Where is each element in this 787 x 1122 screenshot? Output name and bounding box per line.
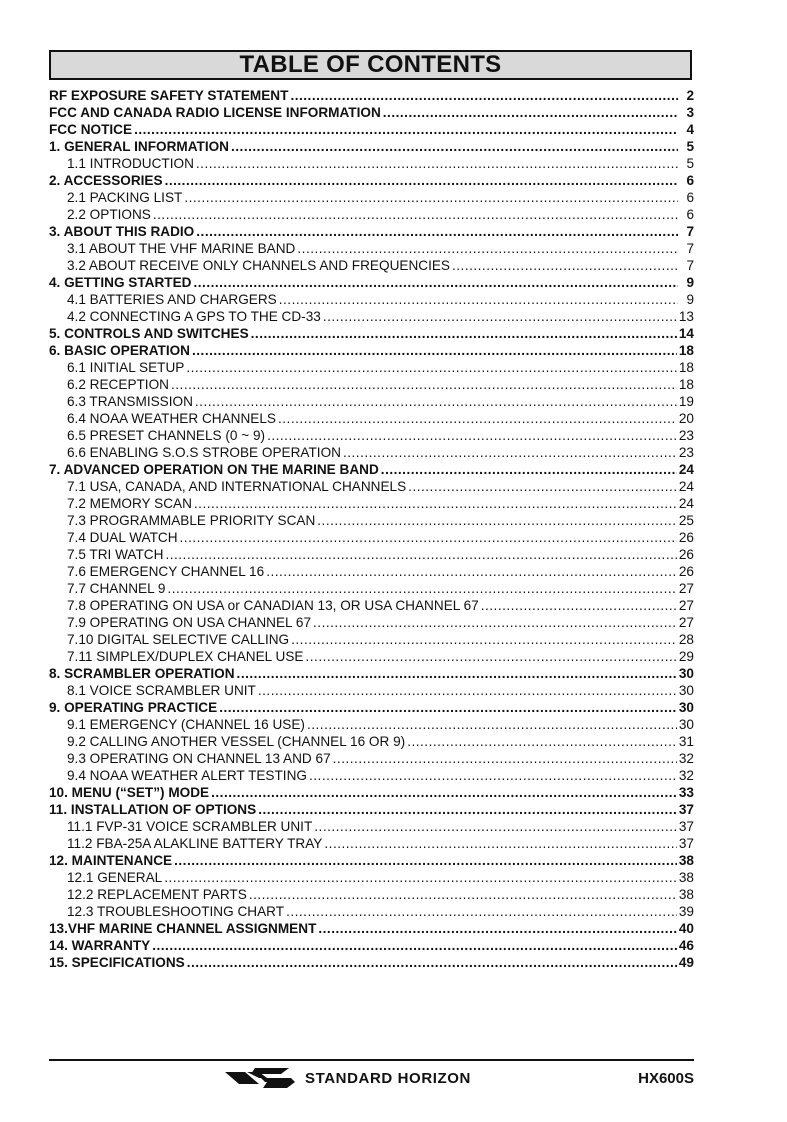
toc-entry-label: 2. ACCESSORIES — [49, 173, 163, 188]
toc-entry-label: 12.1 GENERAL — [67, 870, 163, 885]
toc-entry[interactable] — [49, 172, 694, 189]
toc-dot-leader — [164, 869, 677, 886]
toc-entry-page: 23 — [678, 445, 694, 460]
toc-dot-leader — [186, 359, 677, 376]
toc-entry-label: 7.8 OPERATING ON USA or CANADIAN 13, OR USA CHANNEL 67 — [67, 598, 479, 613]
toc-entry[interactable] — [49, 869, 694, 886]
toc-entry[interactable] — [49, 954, 694, 971]
toc-entry[interactable] — [49, 614, 694, 631]
toc-dot-leader — [408, 478, 677, 495]
toc-entry[interactable] — [49, 886, 694, 903]
toc-entry-page: 37 — [678, 819, 694, 834]
toc-entry-page: 7 — [686, 258, 694, 273]
toc-title-box — [49, 50, 692, 80]
toc-entry[interactable] — [49, 308, 694, 325]
toc-entry[interactable] — [49, 104, 694, 121]
toc-dot-leader — [309, 767, 677, 784]
toc-entry-label: 6.3 TRANSMISSION — [67, 394, 193, 409]
toc-entry-page: 24 — [678, 496, 694, 511]
toc-entry[interactable] — [49, 699, 694, 716]
model-number: HX600S — [638, 1070, 694, 1087]
toc-entry-page: 19 — [678, 394, 694, 409]
toc-dot-leader — [187, 954, 677, 971]
toc-dot-leader — [267, 427, 677, 444]
toc-dot-leader — [196, 155, 678, 172]
brand — [225, 1068, 471, 1088]
toc-entry[interactable] — [49, 512, 694, 529]
toc-entry[interactable] — [49, 478, 694, 495]
toc-entry-page: 37 — [678, 802, 694, 817]
toc-entry-label: 6.5 PRESET CHANNELS (0 ~ 9) — [67, 428, 266, 443]
toc-entry-label: 10. MENU (“SET”) MODE — [49, 785, 210, 800]
toc-entry[interactable] — [49, 665, 694, 682]
toc-entry-label: 3.1 ABOUT THE VHF MARINE BAND — [67, 241, 296, 256]
toc-entry-label: 7.7 CHANNEL 9 — [67, 581, 166, 596]
toc-dot-leader — [192, 342, 677, 359]
toc-entry[interactable] — [49, 342, 694, 359]
toc-entry-label: 12. MAINTENANCE — [49, 853, 173, 868]
toc-entry-page: 23 — [678, 428, 694, 443]
standard-horizon-logo-icon — [225, 1068, 297, 1088]
toc-entry[interactable] — [49, 716, 694, 733]
toc-entry-page: 39 — [678, 904, 694, 919]
toc-entry-label: 8. SCRAMBLER OPERATION — [49, 666, 235, 681]
toc-dot-leader — [481, 597, 677, 614]
toc-entry-page: 30 — [678, 717, 694, 732]
toc-entry-label: 7.9 OPERATING ON USA CHANNEL 67 — [67, 615, 312, 630]
toc-entry-label: 9.3 OPERATING ON CHANNEL 13 AND 67 — [67, 751, 331, 766]
toc-entry-page: 30 — [678, 683, 694, 698]
toc-entry-label: 9.1 EMERGENCY (CHANNEL 16 USE) — [67, 717, 305, 732]
toc-entry[interactable] — [49, 410, 694, 427]
toc-dot-leader — [324, 835, 676, 852]
toc-entry-page: 6 — [686, 190, 694, 205]
toc-entry[interactable] — [49, 359, 694, 376]
toc-entry[interactable] — [49, 903, 694, 920]
toc-dot-leader — [297, 240, 678, 257]
toc-dot-leader — [266, 563, 677, 580]
toc-entry-page: 28 — [678, 632, 694, 647]
toc-entry-label: 7. ADVANCED OPERATION ON THE MARINE BAND — [49, 462, 379, 477]
toc-entry-page: 38 — [678, 870, 694, 885]
toc-entry[interactable] — [49, 427, 694, 444]
toc-entry-page: 5 — [686, 156, 694, 171]
toc-entry[interactable] — [49, 767, 694, 784]
toc-entry[interactable] — [49, 597, 694, 614]
toc-entry[interactable] — [49, 682, 694, 699]
toc-entry[interactable] — [49, 495, 694, 512]
toc-entry-page: 25 — [678, 513, 694, 528]
toc-entry[interactable] — [49, 784, 694, 801]
toc-entry-page: 49 — [678, 955, 694, 970]
toc-dot-leader — [165, 172, 678, 189]
toc-dot-leader — [286, 903, 677, 920]
toc-entry[interactable] — [49, 206, 694, 223]
toc-entry-label: 12.3 TROUBLESHOOTING CHART — [67, 904, 285, 919]
toc-entry-page: 26 — [678, 547, 694, 562]
toc-entry-page: 7 — [686, 241, 694, 256]
toc-dot-leader — [165, 546, 676, 563]
toc-entry-label: 1.1 INTRODUCTION — [67, 156, 194, 171]
toc-entry[interactable] — [49, 121, 694, 138]
toc-dot-leader — [153, 206, 678, 223]
toc-dot-leader — [407, 733, 677, 750]
toc-dot-leader — [231, 138, 678, 155]
toc-entry-label: 9. OPERATING PRACTICE — [49, 700, 218, 715]
toc-entry-label: 11.1 FVP-31 VOICE SCRAMBLER UNIT — [67, 819, 313, 834]
toc-entry[interactable] — [49, 631, 694, 648]
toc-dot-leader — [196, 223, 678, 240]
toc-entry-label: 4.1 BATTERIES AND CHARGERS — [67, 292, 277, 307]
toc-dot-leader — [180, 529, 677, 546]
toc-entry[interactable] — [49, 529, 694, 546]
toc-entry-label: 6.4 NOAA WEATHER CHANNELS — [67, 411, 276, 426]
toc-entry-page: 27 — [678, 598, 694, 613]
toc-dot-leader — [333, 750, 677, 767]
toc-entry-label: 4. GETTING STARTED — [49, 275, 192, 290]
toc-entry-page: 13 — [678, 309, 694, 324]
toc-entry-label: 3. ABOUT THIS RADIO — [49, 224, 195, 239]
toc-dot-leader — [291, 631, 677, 648]
toc-entry-label: 7.3 PROGRAMMABLE PRIORITY SCAN — [67, 513, 316, 528]
toc-entry-page: 24 — [678, 462, 694, 477]
toc-entry-page: 18 — [678, 377, 694, 392]
toc-entry-label: 2.1 PACKING LIST — [67, 190, 183, 205]
toc-entry-page: 9 — [686, 292, 694, 307]
toc-entry[interactable] — [49, 750, 694, 767]
toc-dot-leader — [452, 257, 678, 274]
toc-entry-page: 38 — [678, 887, 694, 902]
toc-entry-page: 33 — [678, 785, 694, 800]
toc-entry-label: 6.2 RECEPTION — [67, 377, 169, 392]
toc-dot-leader — [134, 121, 678, 138]
toc-entry-label: 12.2 REPLACEMENT PARTS — [67, 887, 247, 902]
toc-entry-label: 6.1 INITIAL SETUP — [67, 360, 185, 375]
toc-dot-leader — [313, 614, 677, 631]
toc-dot-leader — [251, 325, 677, 342]
toc-dot-leader — [194, 495, 677, 512]
toc-entry-label: 3.2 ABOUT RECEIVE ONLY CHANNELS AND FREQUENCIES — [67, 258, 450, 273]
toc-entry[interactable] — [49, 376, 694, 393]
toc-entry-page: 32 — [678, 768, 694, 783]
toc-dot-leader — [307, 716, 677, 733]
toc-entry[interactable] — [49, 444, 694, 461]
toc-dot-leader — [305, 648, 676, 665]
toc-entry[interactable] — [49, 546, 694, 563]
toc-entry-page: 40 — [678, 921, 694, 936]
toc-dot-leader — [258, 682, 677, 699]
toc-dot-leader — [237, 665, 677, 682]
toc-entry-page: 3 — [686, 105, 694, 120]
toc-entry-page: 7 — [686, 224, 694, 239]
toc-entry-page: 37 — [678, 836, 694, 851]
toc-entry[interactable] — [49, 138, 694, 155]
toc-entry-page: 27 — [678, 615, 694, 630]
toc-dot-leader — [317, 512, 677, 529]
brand-name: STANDARD HORIZON — [305, 1069, 471, 1087]
toc-entry[interactable] — [49, 461, 694, 478]
toc-entry-page: 6 — [686, 207, 694, 222]
toc-entry[interactable] — [49, 223, 694, 240]
toc-entry-page: 9 — [686, 275, 694, 290]
toc-entry-label: 11.2 FBA-25A ALAKLINE BATTERY TRAY — [67, 836, 323, 851]
toc-entry-page: 4 — [686, 122, 694, 137]
toc-entry[interactable] — [49, 937, 694, 954]
toc-dot-leader — [171, 376, 677, 393]
toc-entry[interactable] — [49, 189, 694, 206]
toc-entry-page: 20 — [678, 411, 694, 426]
toc-entry[interactable] — [49, 920, 694, 937]
toc-entry-page: 26 — [678, 530, 694, 545]
toc-entry-page: 24 — [678, 479, 694, 494]
toc-entry-label: 9.4 NOAA WEATHER ALERT TESTING — [67, 768, 307, 783]
toc-entry[interactable] — [49, 852, 694, 869]
toc-entry-label: 14. WARRANTY — [49, 938, 151, 953]
toc-entry-label: 9.2 CALLING ANOTHER VESSEL (CHANNEL 16 OR 9) — [67, 734, 406, 749]
toc-entry-label: 2.2 OPTIONS — [67, 207, 151, 222]
toc-entry-page: 31 — [678, 734, 694, 749]
toc-entry-label: 7.1 USA, CANADA, AND INTERNATIONAL CHANNELS — [67, 479, 407, 494]
toc-dot-leader — [383, 104, 678, 121]
toc-entry[interactable] — [49, 240, 694, 257]
toc-dot-leader — [278, 410, 677, 427]
toc-dot-leader — [174, 852, 677, 869]
toc-entry-label: 7.2 MEMORY SCAN — [67, 496, 192, 511]
toc-entry-label: 13.VHF MARINE CHANNEL ASSIGNMENT — [49, 921, 317, 936]
toc-dot-leader — [381, 461, 677, 478]
toc-entry-label: 4.2 CONNECTING A GPS TO THE CD-33 — [67, 309, 321, 324]
toc-entry-page: 29 — [678, 649, 694, 664]
toc-entry[interactable] — [49, 257, 694, 274]
toc-entry-label: 7.11 SIMPLEX/DUPLEX CHANEL USE — [67, 649, 304, 664]
toc-dot-leader — [167, 580, 676, 597]
toc-entry-page: 26 — [678, 564, 694, 579]
toc-dot-leader — [279, 291, 678, 308]
toc-entry-page: 14 — [678, 326, 694, 341]
toc-entry[interactable] — [49, 563, 694, 580]
toc-entry-label: 8.1 VOICE SCRAMBLER UNIT — [67, 683, 256, 698]
toc-entry[interactable] — [49, 393, 694, 410]
toc-dot-leader — [219, 699, 677, 716]
toc-entry-label: 7.6 EMERGENCY CHANNEL 16 — [67, 564, 265, 579]
toc-dot-leader — [195, 393, 677, 410]
toc-entry-page: 6 — [686, 173, 694, 188]
toc-entry-label: 1. GENERAL INFORMATION — [49, 139, 229, 154]
page-title: TABLE OF CONTENTS — [239, 51, 502, 78]
toc-entry-page: 38 — [678, 853, 694, 868]
toc-entry-page: 18 — [678, 343, 694, 358]
toc-dot-leader — [258, 801, 677, 818]
toc-entry-label: FCC NOTICE — [49, 122, 133, 137]
toc-entry[interactable] — [49, 274, 694, 291]
toc-dot-leader — [249, 886, 677, 903]
toc-dot-leader — [343, 444, 677, 461]
toc-entry-label: 11. INSTALLATION OF OPTIONS — [49, 802, 257, 817]
toc-entry-label: FCC AND CANADA RADIO LICENSE INFORMATION — [49, 105, 381, 120]
toc-entry-page: 18 — [678, 360, 694, 375]
toc-entry-label: 6.6 ENABLING S.O.S STROBE OPERATION — [67, 445, 341, 460]
toc-dot-leader — [184, 189, 678, 206]
toc-entry-page: 30 — [678, 666, 694, 681]
toc-entry-page: 2 — [686, 88, 694, 103]
toc-entry[interactable] — [49, 325, 694, 342]
toc-entry[interactable] — [49, 291, 694, 308]
toc-dot-leader — [211, 784, 677, 801]
toc-entry-label: 6. BASIC OPERATION — [49, 343, 190, 358]
toc-entry-page: 30 — [678, 700, 694, 715]
toc-entry-label: 7.5 TRI WATCH — [67, 547, 164, 562]
toc-dot-leader — [323, 308, 677, 325]
toc-list — [49, 87, 694, 971]
toc-dot-leader — [194, 274, 679, 291]
toc-entry-page: 46 — [678, 938, 694, 953]
toc-entry[interactable] — [49, 733, 694, 750]
toc-entry[interactable] — [49, 835, 694, 852]
toc-entry-label: 15. SPECIFICATIONS — [49, 955, 185, 970]
toc-entry-page: 5 — [686, 139, 694, 154]
toc-entry[interactable] — [49, 87, 694, 104]
toc-dot-leader — [318, 920, 677, 937]
toc-entry-page: 27 — [678, 581, 694, 596]
toc-entry[interactable] — [49, 648, 694, 665]
toc-entry-label: RF EXPOSURE SAFETY STATEMENT — [49, 88, 289, 103]
toc-dot-leader — [290, 87, 678, 104]
toc-entry[interactable] — [49, 155, 694, 172]
toc-entry-label: 7.10 DIGITAL SELECTIVE CALLING — [67, 632, 290, 647]
toc-entry-label: 7.4 DUAL WATCH — [67, 530, 178, 545]
toc-dot-leader — [152, 937, 677, 954]
toc-entry-label: 5. CONTROLS AND SWITCHES — [49, 326, 249, 341]
toc-entry[interactable] — [49, 801, 694, 818]
toc-entry-page: 32 — [678, 751, 694, 766]
toc-entry[interactable] — [49, 580, 694, 597]
toc-dot-leader — [314, 818, 677, 835]
footer-divider — [49, 1059, 694, 1061]
toc-entry[interactable] — [49, 818, 694, 835]
